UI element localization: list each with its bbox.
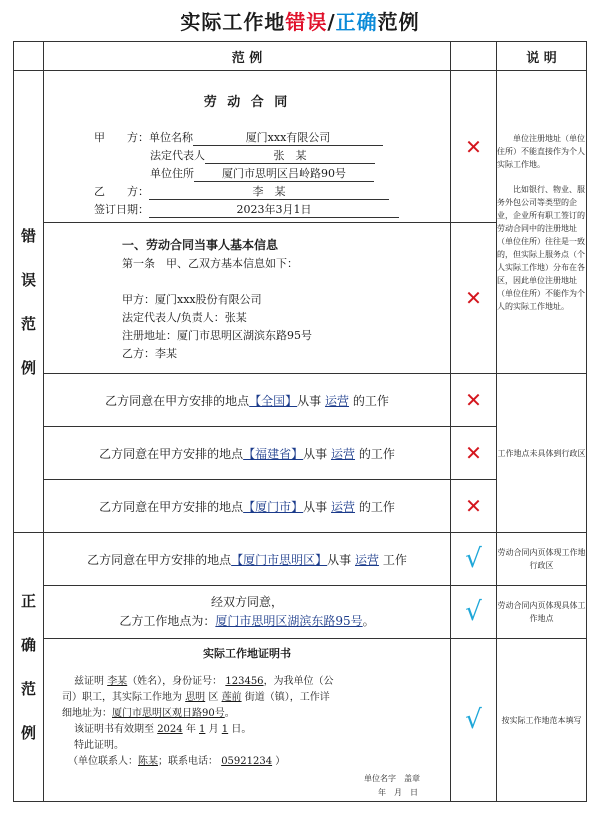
note-text: 劳动合同内页体现工作地行政区 [497, 548, 586, 570]
line-mid: 从事 [303, 499, 328, 514]
line-place: 【厦门市思明区】 [231, 552, 328, 567]
line-job: 运营 [355, 552, 380, 567]
proof-line-5: 特此证明。 [74, 740, 124, 751]
proof-district: 思明 [185, 692, 206, 703]
right-mark [451, 639, 497, 802]
proof-line-1 [74, 672, 334, 687]
note-text: 单位注册地址（单位住所）不能直接作为个人实际工作地。 [497, 133, 585, 169]
line-pre: 乙方同意在甲方安排的地点 [105, 393, 250, 408]
negotiate-cell [44, 586, 451, 639]
right-mark [451, 586, 497, 639]
basic-rep: 法定代表人/负责人：张某 [122, 311, 247, 324]
basic-reg-addr: 注册地址：厦门市思明区湖滨东路95号 [122, 329, 312, 342]
proof-id: 123456 [225, 676, 264, 687]
rep-line [150, 147, 375, 164]
proof-text: 街道（镇），工作详 [244, 692, 330, 703]
proof-text: 日。 [231, 724, 252, 735]
contract-cover-cell [44, 71, 451, 223]
basic-heading: 一、劳动合同当事人基本信息 [122, 238, 279, 252]
proof-line-2 [62, 688, 330, 703]
page-title [0, 6, 600, 35]
title-part: 实际工作地 [180, 10, 286, 34]
line-job: 运营 [331, 446, 356, 461]
proof-year: 2024 [157, 724, 183, 735]
proof-month: 1 [199, 724, 206, 735]
side-wrong-label [14, 71, 44, 533]
cross-icon: ✕ [465, 286, 482, 310]
check-icon: √ [465, 597, 482, 627]
proof-text: ；联系电话： [158, 756, 218, 767]
note-text: 按实际工作地范本填写 [501, 715, 582, 725]
party-a-line [94, 129, 383, 146]
side-char: 误 [20, 270, 36, 289]
wrong-mark [451, 223, 497, 374]
side-char: 范 [20, 680, 36, 698]
proof-cell [44, 639, 451, 802]
side-char: 确 [20, 636, 36, 654]
line-pre: 乙方同意在甲方安排的地点 [99, 446, 244, 461]
line-mid: 从事 [297, 393, 322, 408]
line-job: 运营 [325, 393, 350, 408]
date-value: 2023年3月1日 [149, 201, 399, 218]
proof-text: 。 [224, 708, 235, 719]
party-b-line [94, 183, 389, 200]
proof-text: （单位联系人： [68, 756, 138, 767]
proof-text: 该证明书有效期至 [74, 724, 154, 735]
check-icon: √ [465, 705, 482, 735]
party-a-value: 厦门xxx有限公司 [193, 129, 383, 146]
proof-title: 实际工作地证明书 [203, 647, 291, 660]
line-post: 工作 [382, 552, 407, 567]
party-b-value: 李 某 [149, 183, 389, 200]
example-table [13, 41, 587, 802]
title-right: 正确 [335, 10, 378, 34]
explain-note-3 [497, 374, 587, 533]
party-b-label: 乙 方： [94, 185, 149, 198]
line-pre: 乙方同意在甲方安排的地点 [99, 499, 244, 514]
proof-text: ，为我单位（公 [263, 676, 334, 687]
cross-icon: ✕ [465, 388, 482, 412]
line-post: 的工作 [358, 446, 395, 461]
title-slash: / [327, 10, 336, 34]
negotiate-line-1: 经双方同意， [210, 595, 283, 609]
date-line [94, 201, 399, 218]
addr-label: 单位住所 [150, 167, 194, 180]
wrong-line-3 [44, 480, 451, 533]
proof-sign: 单位名字 盖章 [364, 774, 420, 783]
proof-street: 莲前 [221, 692, 242, 703]
proof-text: 兹证明 [74, 676, 104, 687]
wrong-line-2 [44, 427, 451, 480]
proof-text: （姓名），身份证号： [127, 676, 223, 687]
header-blank [14, 42, 44, 71]
wrong-mark [451, 427, 497, 480]
cross-icon: ✕ [465, 134, 482, 159]
basic-party-b: 乙方：李某 [122, 347, 177, 360]
proof-contact: 陈某 [138, 756, 158, 767]
proof-text: 月 [208, 724, 219, 735]
explain-note-4 [497, 533, 587, 586]
explain-note-1 [497, 71, 587, 374]
proof-address: 厦门市思明区观日路90号 [112, 708, 225, 719]
party-a-label: 甲 方：单位名称 [94, 131, 193, 144]
side-right-label [14, 533, 44, 802]
proof-text: 年 [185, 724, 196, 735]
line-post: 的工作 [358, 499, 395, 514]
wrong-mark [451, 480, 497, 533]
explain-note-6 [497, 639, 587, 802]
date-label: 签订日期： [94, 203, 149, 216]
line-mid: 从事 [327, 552, 352, 567]
note-text: 劳动合同内页体现具体工作地点 [497, 601, 586, 623]
line-job: 运营 [331, 499, 356, 514]
note-text: 工作地点未具体到行政区 [497, 448, 586, 458]
proof-text: ） [275, 756, 286, 767]
side-char: 例 [20, 358, 36, 377]
proof-line-4 [74, 720, 251, 735]
explain-note-5 [497, 586, 587, 639]
right-mark [451, 533, 497, 586]
rep-label: 法定代表人 [150, 149, 205, 162]
cross-icon: ✕ [465, 494, 482, 518]
proof-text: 司）职工，其实际工作地为 [62, 692, 182, 703]
side-char: 正 [20, 592, 36, 610]
wrong-mark [451, 374, 497, 427]
negotiate-label: 乙方工作地点为： [119, 614, 216, 628]
check-icon: √ [465, 544, 482, 574]
line-pre: 乙方同意在甲方安排的地点 [87, 552, 232, 567]
proof-day: 1 [221, 724, 229, 735]
line-place: 【福建省】 [243, 446, 304, 461]
header-blank2 [451, 42, 497, 71]
addr-line [150, 165, 374, 182]
article-1: 第一条 甲、乙双方基本信息如下： [122, 257, 298, 270]
proof-name: 李某 [107, 676, 128, 687]
side-char: 错 [20, 226, 36, 245]
basic-info-cell [44, 223, 451, 374]
note-text: 比如银行、物业、服务外包公司等类型的企业，企业所有职工签订的劳动合同中的注册地址（单位住所）往往是一致的，但实际上服务点（个人实际工作地）分布在各区，因此单位注册地址（单位住所）不能作为个人的实际工作地址。 [497, 184, 585, 311]
wrong-mark [451, 71, 497, 223]
side-char: 例 [20, 724, 36, 742]
proof-phone: 05921234 [221, 756, 273, 767]
header-explain: 说 明 [497, 42, 587, 71]
basic-party-a: 甲方：厦门xxx股份有限公司 [122, 293, 262, 306]
line-mid: 从事 [303, 446, 328, 461]
negotiate-end: 。 [362, 614, 375, 628]
line-place: 【厦门市】 [243, 499, 304, 514]
header-example: 范 例 [44, 42, 451, 71]
right-line [44, 533, 451, 586]
wrong-line-1 [44, 374, 451, 427]
line-place: 【全国】 [249, 393, 298, 408]
title-examples: 范例 [377, 10, 420, 34]
cross-icon: ✕ [465, 441, 482, 465]
contract-title: 劳 动 合 同 [203, 95, 291, 110]
negotiate-line-2 [44, 612, 450, 631]
negotiate-value: 厦门市思明区湖滨东路95号 [215, 614, 363, 628]
rep-value: 张 某 [205, 147, 375, 164]
addr-value: 厦门市思明区吕岭路90号 [194, 165, 374, 182]
proof-text: 细地址为： [62, 708, 112, 719]
proof-text: 区 [208, 692, 219, 703]
title-wrong: 错误 [285, 10, 328, 34]
proof-line-6 [68, 752, 285, 767]
line-post: 的工作 [352, 393, 389, 408]
side-char: 范 [20, 314, 36, 333]
proof-line-3 [62, 704, 235, 719]
proof-date: 年 月 日 [378, 788, 418, 797]
